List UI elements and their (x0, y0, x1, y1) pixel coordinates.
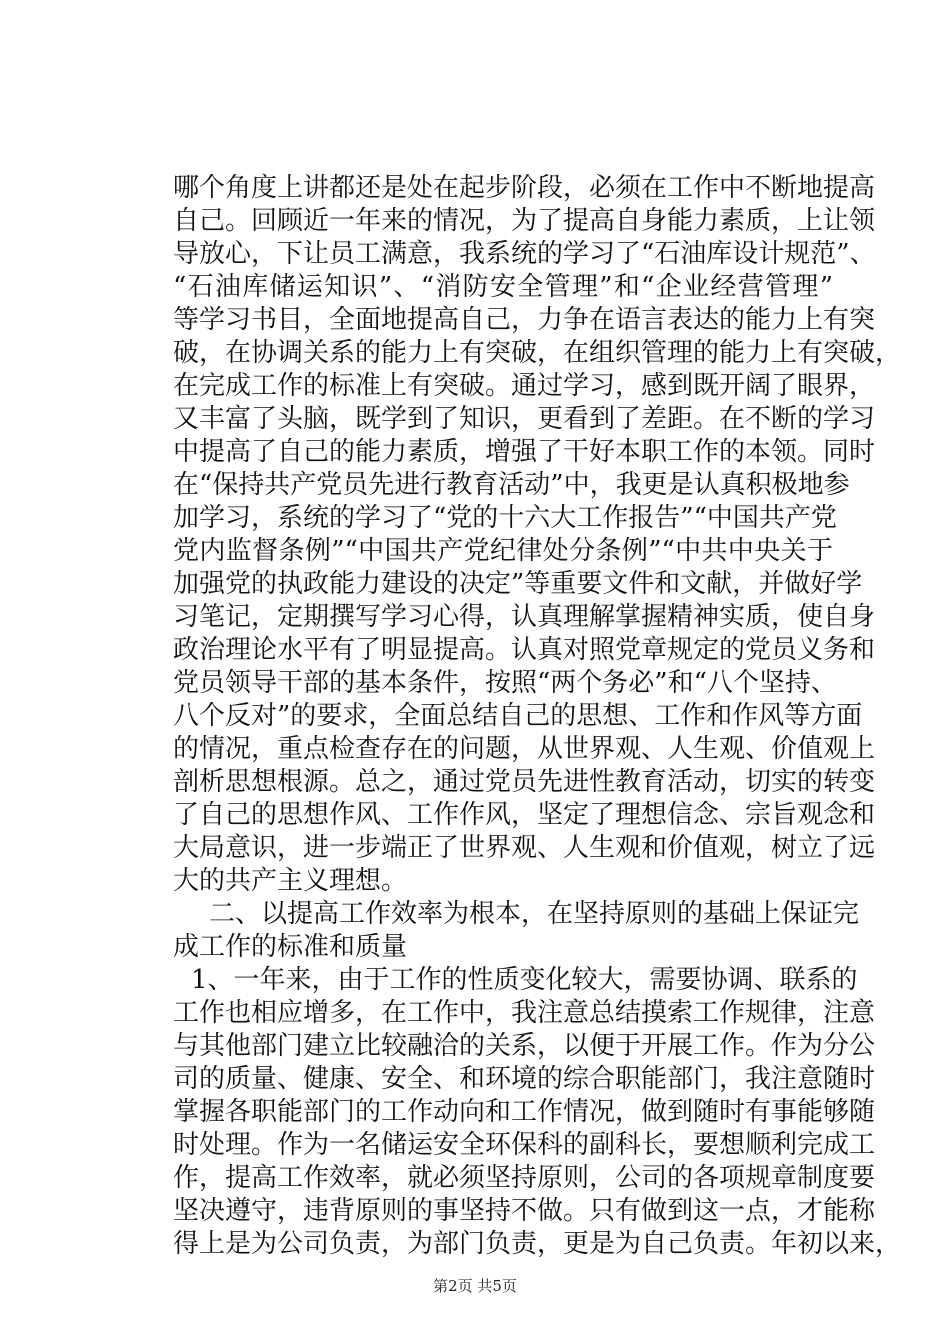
text-line: 掌握各职能部门的工作动向和工作情况，做到随时有事能够随 (173, 1097, 876, 1127)
section-heading-line: 二、以提高工作效率为根本，在坚持原则的基础上保证完 (209, 899, 860, 929)
text-line: 工作也相应增多，在工作中，我注意总结摸索工作规律，注意 (173, 998, 876, 1028)
text-line: 的情况，重点检查存在的问题，从世界观、人生观、价值观上 (173, 734, 876, 764)
text-line: 加强党的执政能力建设的决定”等重要文件和文献，并做好学 (173, 569, 863, 599)
section-heading-line: 成工作的标准和质量 (173, 932, 408, 962)
text-line: 加学习，系统的学习了“党的十六大工作报告”“中国共产党 (173, 503, 837, 533)
text-line: 政治理论水平有了明显提高。认真对照党章规定的党员义务和 (173, 635, 876, 665)
text-line: 自己。回顾近一年来的情况，为了提高自身能力素质，上让领 (173, 206, 876, 236)
text-line: 1、一年来，由于工作的性质变化较大，需要协调、联系的 (191, 965, 858, 995)
text-line: 在完成工作的标准上有突破。通过学习，感到既开阔了眼界， (173, 371, 876, 401)
text-line: 作，提高工作效率，就必须坚持原则，公司的各项规章制度要 (173, 1163, 876, 1193)
text-line: 哪个角度上讲都还是处在起步阶段，必须在工作中不断地提高 (173, 173, 876, 203)
text-line: 党内监督条例”“中国共产党纪律处分条例”“中共中央关于 (173, 536, 833, 566)
text-line: 在“保持共产党员先进行教育活动”中，我更是认真积极地参 (173, 470, 850, 500)
text-line: 与其他部门建立比较融洽的关系，以便于开展工作。作为分公 (173, 1031, 876, 1061)
text-line: 坚决遵守，违背原则的事坚持不做。只有做到这一点，才能称 (173, 1196, 876, 1226)
text-line: 时处理。作为一名储运安全环保科的副科长，要想顺利完成工 (173, 1130, 876, 1160)
text-line: 导放心，下让员工满意，我系统的学习了“石油库设计规范”、 (173, 239, 876, 269)
text-line: 又丰富了头脑，既学到了知识，更看到了差距。在不断的学习 (173, 404, 876, 434)
text-line: 党员领导干部的基本条件，按照“两个务必”和“八个坚持、 (173, 668, 837, 698)
text-line: 了自己的思想作风、工作作风，坚定了理想信念、宗旨观念和 (173, 800, 876, 830)
text-line: 等学习书目，全面地提高自己，力争在语言表达的能力上有突 (173, 305, 876, 335)
text-line: 习笔记，定期撰写学习心得，认真理解掌握精神实质，使自身 (173, 602, 876, 632)
text-line: “石油库储运知识”、“消防安全管理”和“企业经营管理” (173, 272, 833, 302)
page-number-footer: 第2页 共5页 (433, 1277, 517, 1295)
body-text (173, 172, 902, 1261)
text-line: 八个反对”的要求，全面总结自己的思想、工作和作风等方面 (173, 701, 863, 731)
text-line: 中提高了自己的能力素质，增强了干好本职工作的本领。同时 (173, 437, 876, 467)
text-line: 大的共产主义理想。 (173, 866, 408, 896)
text-line: 剖析思想根源。总之，通过党员先进性教育活动，切实的转变 (173, 767, 876, 797)
text-line: 司的质量、健康、安全、和环境的综合职能部门，我注意随时 (173, 1064, 876, 1094)
text-line: 得上是为公司负责，为部门负责，更是为自己负责。年初以来， (173, 1229, 902, 1259)
text-line: 大局意识，进一步端正了世界观、人生观和价值观，树立了远 (173, 833, 876, 863)
text-line: 破，在协调关系的能力上有突破，在组织管理的能力上有突破， (173, 338, 902, 368)
